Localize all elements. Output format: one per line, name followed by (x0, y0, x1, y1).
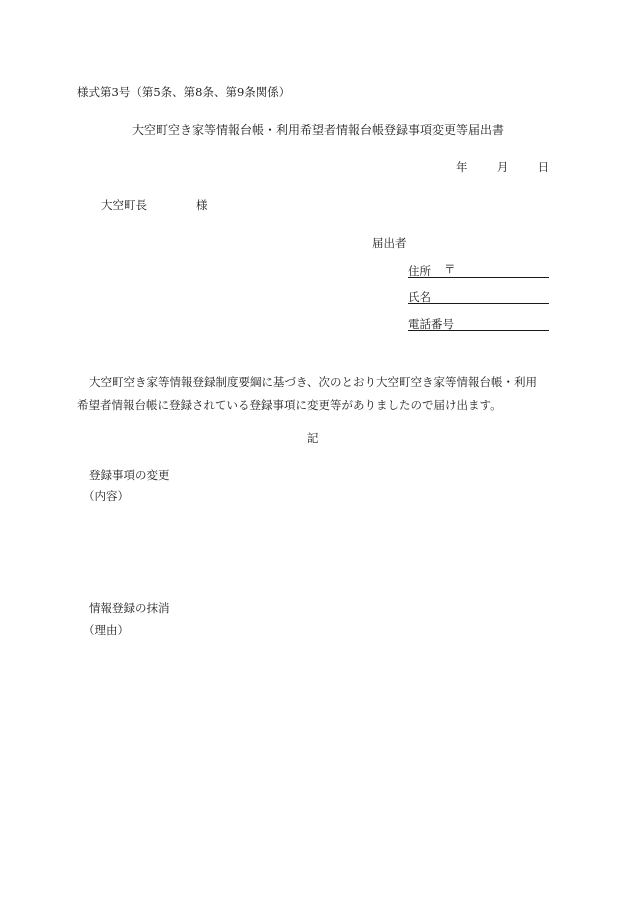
section-change-heading: 登録事項の変更 (89, 468, 170, 482)
postal-mark: 〒 (444, 262, 456, 276)
phone-label: 電話番号 (408, 317, 454, 331)
body-text-line-2: 希望者情報台帳に登録されている登録事項に変更等がありましたので届け出ます。 (77, 398, 502, 412)
section-delete-sub: （理由） (83, 623, 129, 637)
name-label: 氏名 (408, 290, 431, 304)
addressee-honorific: 様 (196, 198, 208, 212)
body-text-line-1: 大空町空き家等情報登録制度要綱に基づき、次のとおり大空町空き家等情報台帳・利用 (89, 375, 538, 389)
date-day: 日 (537, 160, 550, 174)
section-change-sub: （内容） (83, 489, 129, 503)
name-field[interactable] (408, 288, 549, 304)
date-month: 月 (496, 160, 509, 174)
address-field[interactable] (408, 262, 549, 278)
section-delete-heading: 情報登録の抹消 (89, 601, 170, 615)
ki-mark: 記 (307, 431, 319, 445)
form-number: 様式第3号（第5条、第8条、第9条関係） (77, 85, 291, 99)
date-line (456, 159, 549, 175)
address-label: 住所 (408, 264, 431, 278)
document-title: 大空町空き家等情報台帳・利用希望者情報台帳登録事項変更等届出書 (132, 123, 505, 137)
phone-field[interactable] (408, 315, 549, 331)
addressee-mayor: 大空町長 (101, 198, 147, 212)
applicant-label: 届出者 (372, 236, 407, 250)
date-year: 年 (456, 160, 468, 174)
